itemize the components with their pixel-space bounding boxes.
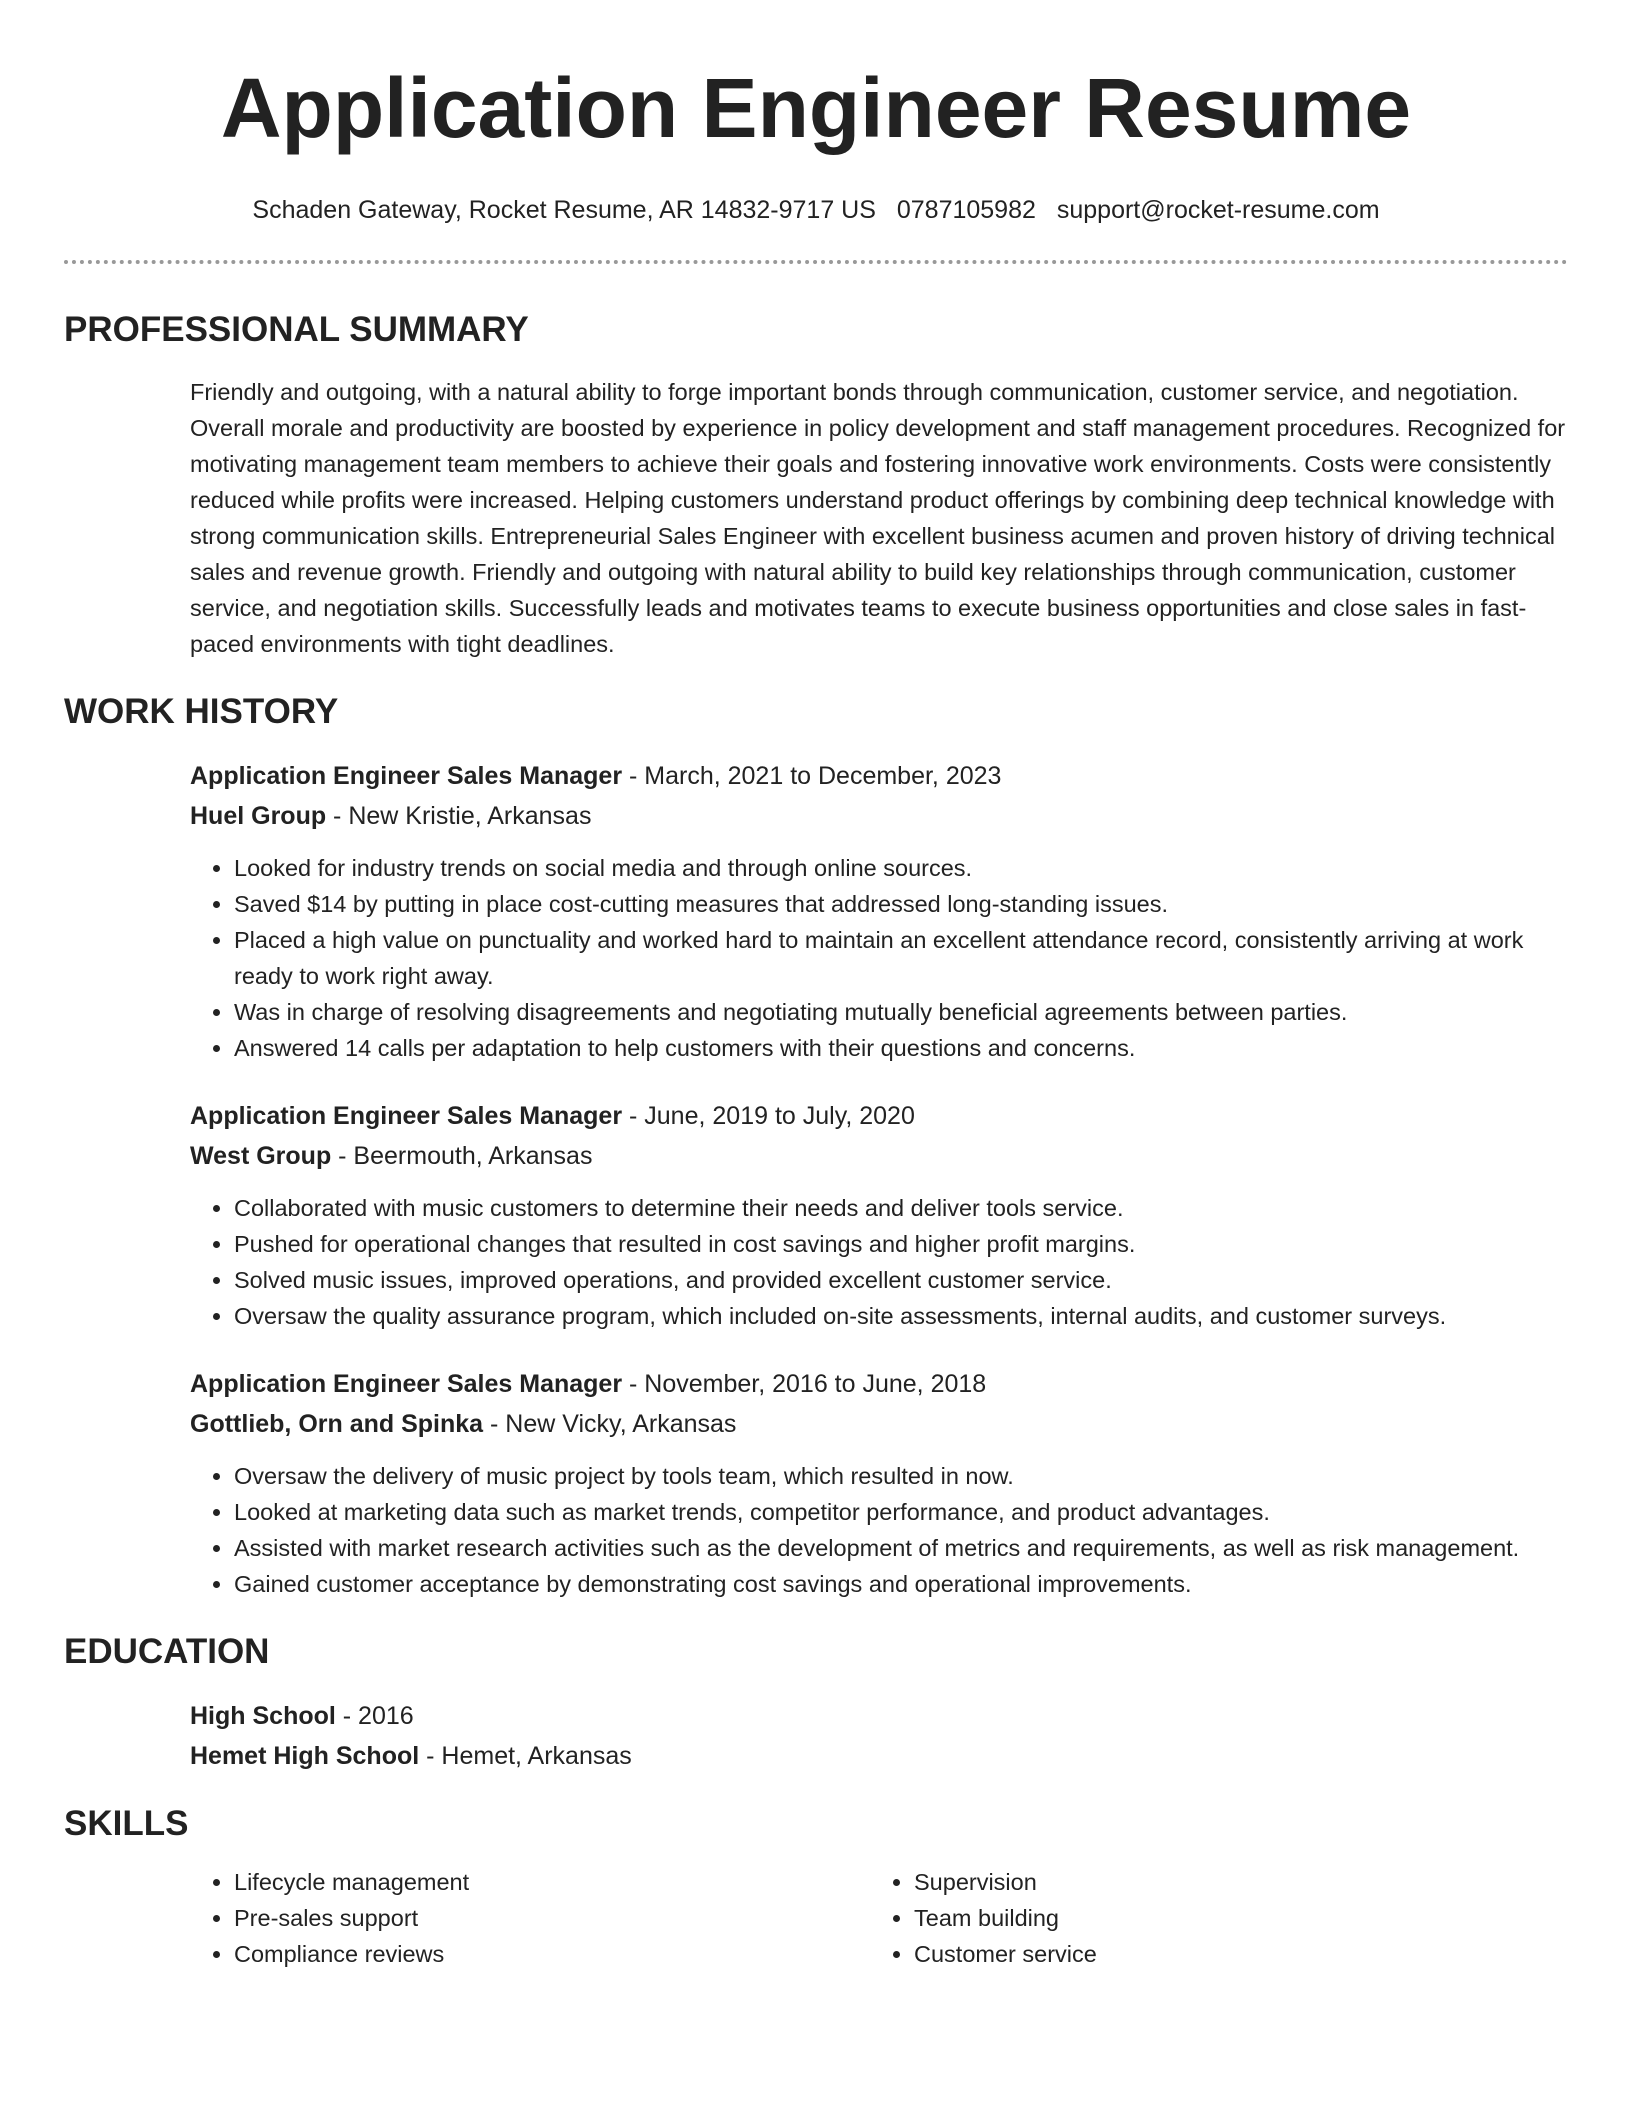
job-company-line [190, 796, 1568, 836]
job-entry [190, 1096, 1568, 1334]
contact-phone: 0787105982 [896, 196, 1036, 224]
job-title-line [190, 1096, 1568, 1136]
skills-section [64, 1802, 1568, 1972]
job-bullets [190, 1190, 1568, 1334]
education-school: Hemet High School [190, 1742, 420, 1770]
education-entry [190, 1696, 1568, 1776]
list-item: • Answered 14 calls per adaptation to help customers with their questions and concerns. [234, 1030, 1568, 1066]
list-item: • Oversaw the delivery of music project by tools team, which resulted in now. [234, 1458, 1568, 1494]
skills-column-right [870, 1864, 1550, 1972]
list-item: • Pushed for operational changes that resulted in cost savings and higher profit margins. [234, 1226, 1568, 1262]
job-title: Application Engineer Sales Manager [190, 762, 623, 790]
list-item: • Looked at marketing data such as market trends, competitor performance, and product advantages. [234, 1494, 1568, 1530]
education-school-line [190, 1736, 1568, 1776]
education-year: - 2016 [335, 1702, 414, 1730]
skill-item: • Compliance reviews [234, 1936, 870, 1972]
job-company-line [190, 1136, 1568, 1176]
list-item: • Oversaw the quality assurance program, which included on-site assessments, internal audits, and customer surveys. [234, 1298, 1568, 1334]
skills-list [190, 1864, 1568, 1972]
job-title: Application Engineer Sales Manager [190, 1102, 623, 1130]
list-item: • Saved $14 by putting in place cost-cutting measures that addressed long-standing issues. [234, 886, 1568, 922]
list-item: • Was in charge of resolving disagreements and negotiating mutually beneficial agreements between parties. [234, 994, 1568, 1030]
summary-text: Friendly and outgoing, with a natural ability to forge important bonds through communication, customer service, and negotiation. Overall morale and productivity are boosted by experience in policy development and staff management procedures. Recognized for motivating management team members to achieve their goals and fostering innovative work environments. Costs were consistently reduced while profits were increased. Helping customers understand product offerings by combining deep technical knowledge with strong communication skills. Entrepreneurial Sales Engineer with excellent business acumen and proven history of driving technical sales and revenue growth. Friendly and outgoing with natural ability to build key relationships through communication, customer service, and negotiation skills. Successfully leads and motivates teams to execute business opportunities and close sales in fast-paced environments with tight deadlines. [190, 379, 1566, 657]
education-heading: EDUCATION [64, 1632, 270, 1671]
contact-address: Schaden Gateway, Rocket Resume, AR 14832-9717 US [252, 196, 876, 224]
education-section [64, 1630, 1568, 1776]
skill-item: • Lifecycle management [234, 1864, 870, 1900]
contact-email: support@rocket-resume.com [1056, 196, 1380, 224]
work-history-section [64, 690, 1568, 1602]
list-item: • Gained customer acceptance by demonstrating cost savings and operational improvements. [234, 1566, 1568, 1602]
job-dates: - June, 2019 to July, 2020 [622, 1102, 915, 1130]
list-item: • Placed a high value on punctuality and worked hard to maintain an excellent attendance record, consistently arriving at work ready to work right away. [234, 922, 1568, 994]
job-dates: - March, 2021 to December, 2023 [622, 762, 1002, 790]
education-degree: High School [190, 1702, 336, 1730]
list-item: • Solved music issues, improved operations, and provided excellent customer service. [234, 1262, 1568, 1298]
job-entry [190, 1364, 1568, 1602]
education-location: - Hemet, Arkansas [419, 1742, 632, 1770]
header-divider [64, 260, 1568, 264]
work-history-heading: WORK HISTORY [64, 692, 339, 731]
skills-column-left [190, 1864, 870, 1972]
skill-item: • Team building [914, 1900, 1550, 1936]
list-item: • Looked for industry trends on social media and through online sources. [234, 850, 1568, 886]
contact-line [64, 194, 1568, 226]
job-dates: - November, 2016 to June, 2018 [622, 1370, 987, 1398]
skill-item: • Customer service [914, 1936, 1550, 1972]
job-bullets [190, 850, 1568, 1066]
job-title-line [190, 756, 1568, 796]
job-title: Application Engineer Sales Manager [190, 1370, 623, 1398]
job-location: - New Kristie, Arkansas [326, 802, 592, 830]
job-company-line [190, 1404, 1568, 1444]
job-bullets [190, 1458, 1568, 1602]
skills-heading: SKILLS [64, 1804, 189, 1843]
skill-item: • Supervision [914, 1864, 1550, 1900]
education-degree-line [190, 1696, 1568, 1736]
job-company: Gottlieb, Orn and Spinka [190, 1410, 484, 1438]
summary-heading: PROFESSIONAL SUMMARY [64, 310, 529, 349]
skill-item: • Pre-sales support [234, 1900, 870, 1936]
summary-section [64, 308, 1568, 662]
list-item: • Assisted with market research activities such as the development of metrics and requirements, as well as risk management. [234, 1530, 1568, 1566]
list-item: • Collaborated with music customers to determine their needs and deliver tools service. [234, 1190, 1568, 1226]
job-location: - Beermouth, Arkansas [331, 1142, 593, 1170]
resume-title: Application Engineer Resume [220, 61, 1412, 155]
job-location: - New Vicky, Arkansas [483, 1410, 737, 1438]
job-title-line [190, 1364, 1568, 1404]
job-company: West Group [190, 1142, 332, 1170]
job-company: Huel Group [190, 802, 327, 830]
job-entry [190, 756, 1568, 1066]
